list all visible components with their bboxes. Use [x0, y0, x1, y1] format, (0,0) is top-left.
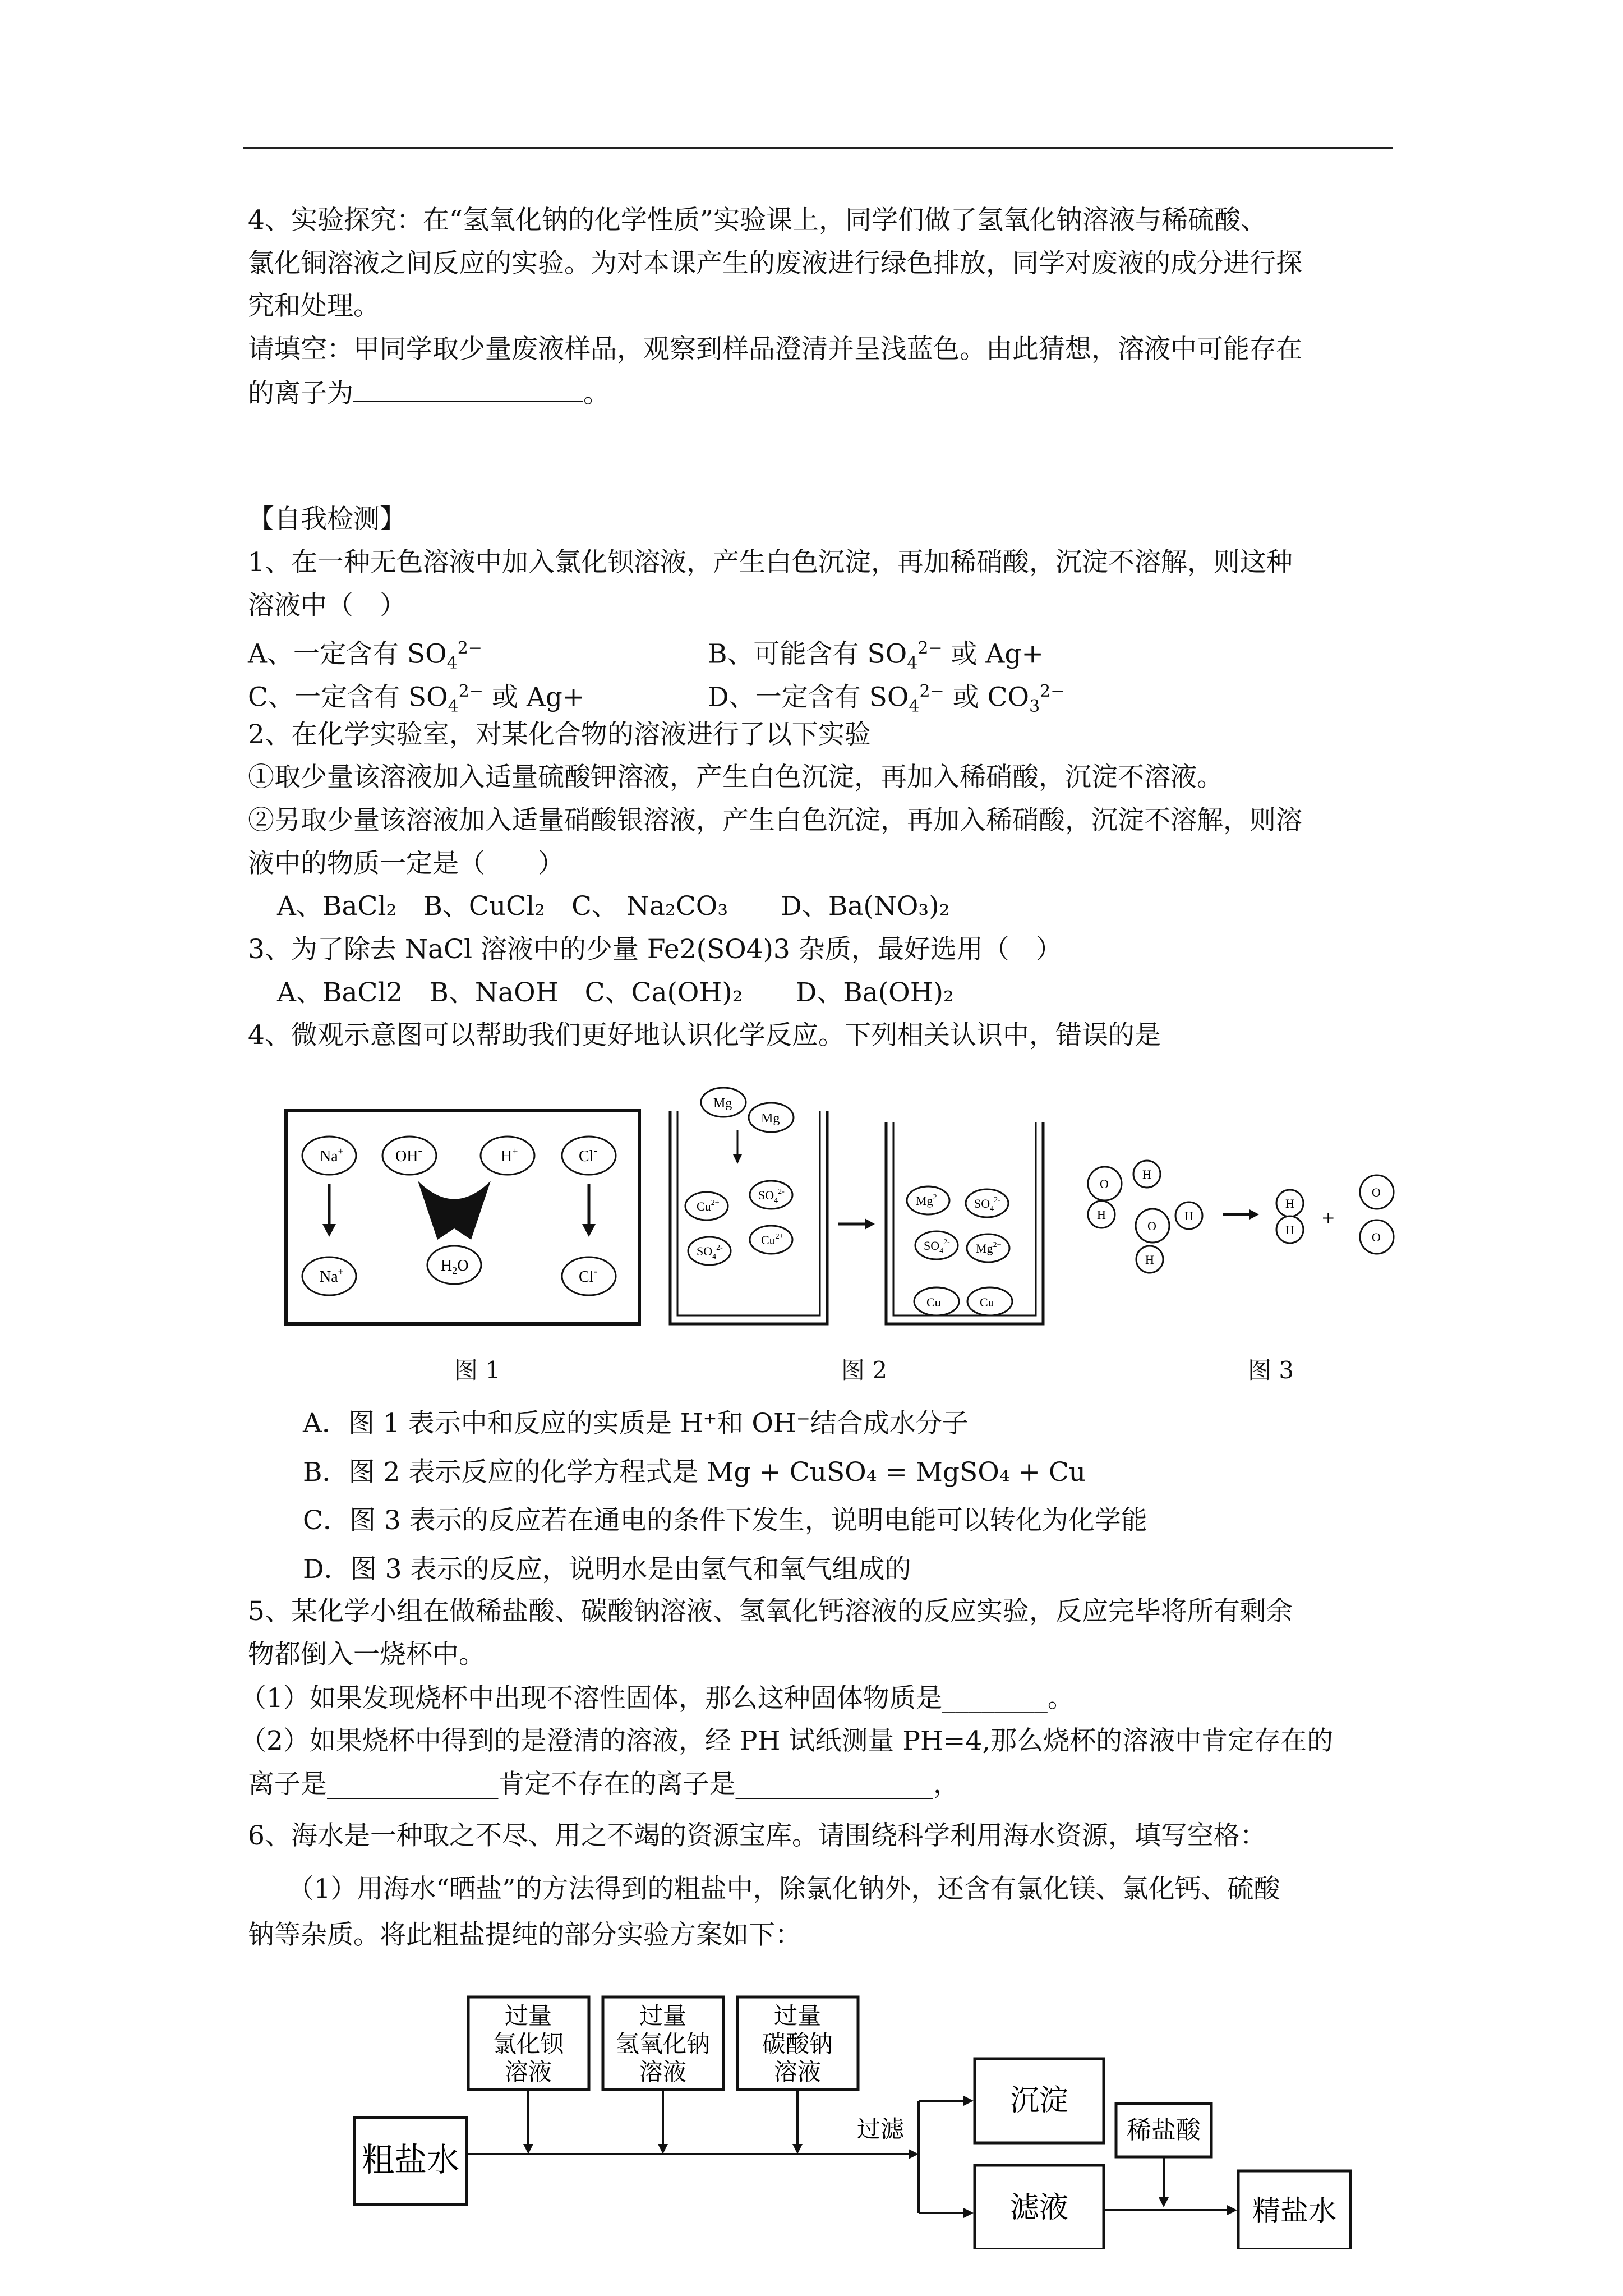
option-text: D、一定含有 SO — [708, 682, 909, 713]
q5-line-5: 离子是_____________肯定不存在的离子是_______________， — [248, 1769, 960, 1800]
option-text: 或 Ag+ — [942, 638, 1044, 670]
q2-line-4: 液中的物质一定是（ ） — [248, 848, 564, 879]
q5-line-4: （2）如果烧杯中得到的是澄清的溶液，经 PH 试纸测量 PH=4,那么烧杯的溶液中肯定存在的 — [240, 1726, 1334, 1756]
q1-line-2: 溶液中（ ） — [248, 590, 406, 621]
header-rule — [243, 147, 1393, 149]
mg-ion-label: $Mg^{2+}$ — [916, 1193, 942, 1208]
o-label: O — [1147, 1219, 1156, 1233]
na-ion-label: Na+ — [320, 1145, 344, 1165]
reagent-label: 过量 — [773, 2004, 822, 2030]
figure-2-caption: 图 2 — [841, 1356, 888, 1384]
figure-2 — [670, 1088, 1043, 1324]
precipitate-label: 沉淀 — [1009, 2085, 1069, 2117]
cu-atom-label: Cu — [926, 1295, 941, 1309]
cu-atom-label: Cu — [980, 1295, 994, 1309]
subscript: 4 — [448, 697, 459, 717]
q4-intro-line-1: 4、实验探究：在“氢氧化钠的化学性质”实验课上，同学们做了氢氧化钠溶液与稀硫酸、 — [248, 205, 1267, 236]
superscript: 2− — [458, 682, 483, 701]
sulfate-ion-label: $SO_4^{2-}$ — [697, 1244, 723, 1261]
reagent-label: 溶液 — [504, 2060, 552, 2086]
mg-ion-label: $Mg^{2+}$ — [976, 1241, 1002, 1255]
subscript: 4 — [907, 654, 918, 674]
purification-flowchart — [348, 1986, 1402, 2249]
q6-line-1: 6、海水是一种取之不尽、用之不竭的资源宝库。请围绕科学利用海水资源，填写空格： — [248, 1820, 1266, 1851]
h-label: H — [1285, 1223, 1294, 1237]
cl-ion-label: Cl- — [579, 1143, 598, 1165]
right-arrow-icon — [1227, 2205, 1237, 2215]
figure-3-caption: 图 3 — [1248, 1356, 1294, 1384]
q4-intro-line-4: 请填空：甲同学取少量废液样品，观察到样品澄清并呈浅蓝色。由此猜想，溶液中可能存在 — [248, 334, 1302, 365]
q2-line-2: ①取少量该溶液加入适量硫酸钾溶液，产生白色沉淀，再加入稀硝酸，沉淀不溶液。 — [248, 762, 1223, 793]
right-arrow-icon — [1249, 1209, 1259, 1220]
mg-atom-label: Mg — [713, 1096, 732, 1111]
q4-option-d: D．图 3 表示的反应，说明水是由氢气和氧气组成的 — [303, 1554, 911, 1585]
right-arrow-icon — [963, 2208, 974, 2218]
flow-arrow-icon — [909, 2149, 919, 2159]
q6-line-3: 钠等杂质。将此粗盐提纯的部分实验方案如下： — [248, 1920, 801, 1950]
beaker-right-inner — [893, 1122, 1036, 1315]
subscript: 4 — [909, 697, 920, 717]
o-label: O — [1372, 1185, 1381, 1199]
right-arrow-icon — [963, 2096, 974, 2106]
section-heading: 【自我检测】 — [248, 504, 406, 535]
reagent-label: 氯化钡 — [492, 2032, 564, 2058]
q4-option-c: C．图 3 表示的反应若在通电的条件下发生，说明电能可以转化为化学能 — [303, 1505, 1147, 1536]
crude-brine-label: 粗盐水 — [361, 2142, 460, 2178]
q5-line-3: （1）如果发现烧杯中出现不溶性固体，那么这种固体物质是________。 — [240, 1683, 1074, 1714]
q4-option-a: A．图 1 表示中和反应的实质是 H⁺和 OH⁻结合成水分子 — [303, 1408, 969, 1439]
oh-ion-label: OH- — [395, 1143, 422, 1165]
down-arrow-icon — [658, 2144, 668, 2154]
cl-ion-label: Cl- — [579, 1264, 598, 1286]
h-label: H — [1097, 1208, 1106, 1222]
superscript: 2− — [919, 682, 944, 701]
h-label: H — [1184, 1209, 1193, 1223]
o-label: O — [1100, 1177, 1109, 1191]
figure-1 — [286, 1111, 639, 1324]
sulfate-ion-label: $SO_4^{2-}$ — [758, 1188, 785, 1205]
down-arrow-icon — [733, 1154, 742, 1164]
hcl-label: 稀盐酸 — [1127, 2116, 1201, 2144]
reagent-label: 碳酸钠 — [762, 2032, 833, 2058]
option-text: C、一定含有 SO — [248, 682, 448, 713]
refined-brine-label: 精盐水 — [1252, 2195, 1336, 2226]
option-text: 或 CO — [944, 682, 1030, 713]
water-label: $H_2O$ — [441, 1257, 469, 1276]
reagent-label: 过量 — [639, 2004, 687, 2030]
q4-intro-prefix: 的离子为 — [248, 378, 353, 409]
option-text: 或 Ag+ — [483, 682, 585, 713]
q3-options: A、BaCl2 B、NaOH C、Ca(OH)₂ D、Ba(OH)₂ — [277, 977, 954, 1008]
reagent-label: 溶液 — [639, 2060, 687, 2086]
q4-line-1: 4、微观示意图可以帮助我们更好地认识化学反应。下列相关认识中，错误的是 — [248, 1020, 1161, 1051]
filter-label: 过滤 — [857, 2117, 905, 2143]
q5-line-1: 5、某化学小组在做稀盐酸、碳酸钠溶液、氢氧化钙溶液的反应实验，反应完毕将所有剩余 — [248, 1596, 1293, 1627]
h-label: H — [1285, 1197, 1294, 1211]
o-label: O — [1372, 1230, 1381, 1244]
na-ion-label: Na+ — [320, 1266, 344, 1286]
h-label: H — [1142, 1167, 1151, 1181]
q6-line-2: （1）用海水“晒盐”的方法得到的粗盐中，除氯化钠外，还含有氯化镁、氯化钙、硫酸 — [248, 1874, 1280, 1904]
q5-line-2: 物都倒入一烧杯中。 — [248, 1639, 485, 1670]
sulfate-ion-label: $SO_4^{2-}$ — [974, 1196, 1000, 1213]
filtrate-label: 滤液 — [1009, 2192, 1069, 2224]
option-text: B、可能含有 SO — [708, 638, 907, 670]
q4-intro-line-5 — [248, 371, 610, 415]
q4-intro-suffix: 。 — [583, 378, 610, 409]
option-text: A、一定含有 SO — [248, 638, 447, 670]
down-arrow-icon — [792, 2144, 803, 2154]
down-arrow-icon — [523, 2144, 533, 2154]
q1-line-1: 1、在一种无色溶液中加入氯化钡溶液，产生白色沉淀，再加稀硝酸，沉淀不溶解，则这种 — [248, 547, 1293, 578]
micro-diagrams — [269, 1077, 1419, 1369]
reagent-label: 氢氧化钠 — [615, 2032, 711, 2058]
q2-options: A、BaCl₂ B、CuCl₂ C、 Na₂CO₃ D、Ba(NO₃)₂ — [277, 891, 950, 922]
answer-blank[interactable] — [353, 371, 583, 402]
h-ion-label: H+ — [501, 1145, 518, 1165]
right-arrow-icon — [865, 1218, 875, 1230]
cu-ion-label: $Cu^{2+}$ — [697, 1199, 720, 1213]
sulfate-ion-label: $SO_4^{2-}$ — [924, 1238, 950, 1255]
reagent-label: 溶液 — [773, 2060, 822, 2086]
q3-line-1: 3、为了除去 NaCl 溶液中的少量 Fe2(SO4)3 杂质，最好选用（ ） — [248, 934, 1062, 965]
q2-line-3: ②另取少量该溶液加入适量硝酸银溶液，产生白色沉淀，再加入稀硝酸，沉淀不溶解，则溶 — [248, 805, 1302, 836]
subscript: 3 — [1029, 697, 1040, 717]
subscript: 4 — [446, 654, 458, 674]
mg-atom-label: Mg — [761, 1111, 780, 1126]
h-label: H — [1145, 1253, 1154, 1267]
beaker-right — [886, 1122, 1043, 1324]
cu-ion-label: $Cu^{2+}$ — [761, 1232, 784, 1247]
plus-sign: + — [1322, 1205, 1335, 1231]
figure-3 — [1088, 1161, 1394, 1273]
reagent-label: 过量 — [504, 2004, 552, 2030]
q4-intro-line-3: 究和处理。 — [248, 291, 380, 321]
q4-option-b: B．图 2 表示反应的化学方程式是 Mg + CuSO₄ = MgSO₄ + Cu — [303, 1457, 1086, 1488]
q4-intro-line-2: 氯化铜溶液之间反应的实验。为对本课产生的废液进行绿色排放，同学对废液的成分进行探 — [248, 248, 1302, 279]
figure-1-caption: 图 1 — [454, 1356, 501, 1384]
superscript: 2− — [917, 638, 943, 658]
superscript: 2− — [1040, 682, 1065, 701]
superscript: 2− — [457, 638, 482, 658]
q2-line-1: 2、在化学实验室，对某化合物的溶液进行了以下实验 — [248, 719, 871, 750]
down-arrow-icon — [1159, 2197, 1169, 2207]
